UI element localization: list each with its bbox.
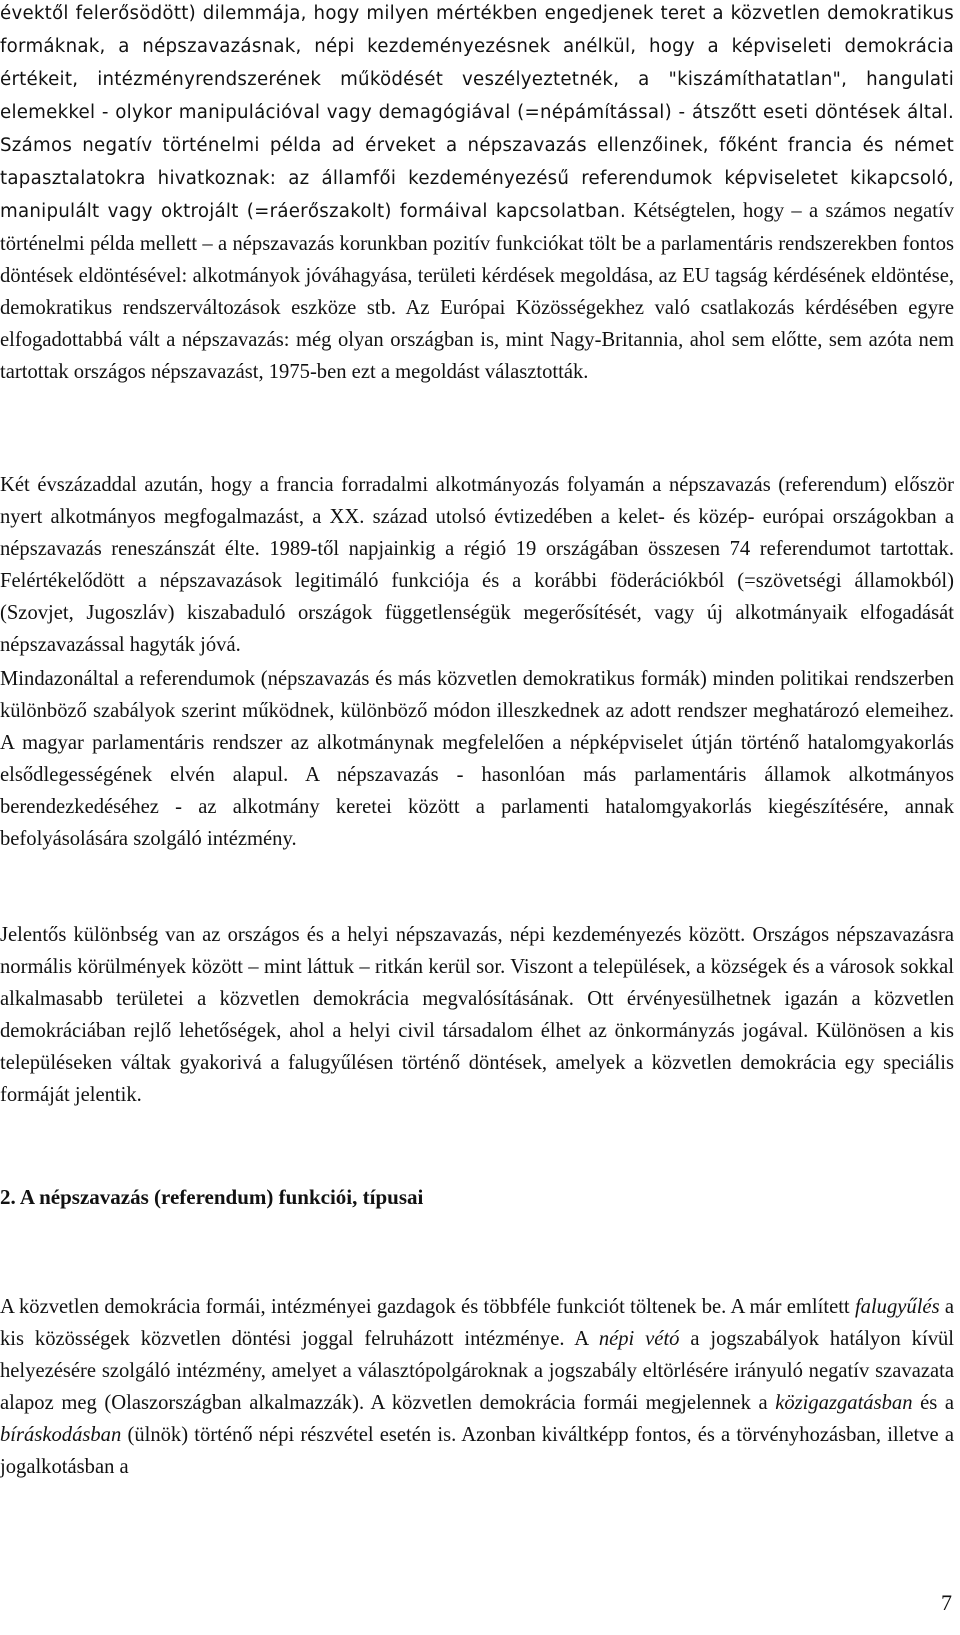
paragraph-5-text-3: a jogszabályok hatályon kívül helyezésére szolgáló intézmény, amelyet a választópolgároknak a jogszabály eltörlésére irányuló negatív szavazata alapoz meg (Olaszországban alkalmazzák). A közvetlen demokrácia formái megjelennek a	[0, 1328, 955, 1414]
paragraph-5-italic-nepi-veto: népi vétó	[598, 1328, 680, 1350]
paragraph-2: Két évszázaddal azután, hogy a francia forradalmi alkotmányozás folyamán a népszavazás (referendum) először nyert alkotmányos megfogalmazást, a XX. század utolsó évtizedében a kelet- és közép- európai országokban a népszavazás reneszánszát élte. 1989-től napjainkig a régió 19 országában összesen 74 referendumot tartottak. Felértékelődött a népszavazások legitimáló funkciója és a korábbi föderációkból (=szövetségi államokból) (Szovjet, Jugoszláv) kiszabaduló országok függetlenségük megerősítését, vagy új alkotmányaik elfogadását népszavazással hagyták jóvá.	[0, 474, 954, 656]
paragraph-5-italic-kozigazgatas: közigazgatásban	[775, 1392, 913, 1414]
paragraph-4: Jelentős különbség van az országos és a helyi népszavazás, népi kezdeményezés között. Országos népszavazásra normális körülmények között – mint láttuk – ritkán kerül sor. Viszont a települések, a községek és a városok sokkal alkalmasabb területei a közvetlen demokrácia megvalósításának. Ott érvényesülhetnek igazán a közvetlen demokráciában rejlő lehetőségek, ahol a helyi civil társadalom élhet az önkormányzás jogával. Különösen a kis településeken váltak gyakorivá a falugyűlésen történő döntések, amelyek a közvetlen demokrácia egy speciális formáját jelentik.	[0, 924, 954, 1106]
paragraph-5-italic-falugyules: falugyűlés	[854, 1296, 940, 1318]
paragraph-1	[0, 0, 954, 388]
paragraph-3: Mindazonáltal a referendumok (népszavazás és más közvetlen demokratikus formák) minden politikai rendszerben különböző szabályok szerint működnek, különböző módon illeszkednek az adott rendszer meghatározó elemeihez. A magyar parlamentáris rendszer az alkotmánynak megfelelően a népképviselet útján történő hatalomgyakorlás elsődlegességének elvén alapul. A népszavazás - hasonlóan más parlamentáris államok alkotmányos berendezkedéséhez - az alkotmány keretei között a parlamenti hatalomgyakorlás kiegészítésére, annak befolyásolására szolgáló intézmény.	[0, 668, 954, 850]
page-number: 7	[941, 1590, 952, 1615]
paragraph-5-text-5: (ülnök) történő népi részvétel esetén is. Azonban kiváltképp fontos, és a törvényhozásban, illetve a jogalkotásban a	[0, 1424, 954, 1478]
section-heading: 2. A népszavazás (referendum) funkciói, típusai	[0, 1185, 424, 1209]
paragraph-5-text-4: és a	[912, 1392, 954, 1414]
paragraph-1-serif-text: Kétségtelen, hogy – a számos negatív történelmi példa mellett – a népszavazás korunkban pozitív funkciókat tölt be a parlamentáris rendszerekben fontos döntések eldöntésével: alkotmányok jóváhagyása, területi kérdések megoldása, az EU tagság kérdésének eldöntése, demokratikus rendszerváltozások eszköze stb. Az Európai Közösségekhez való csatlakozás kérdésében egyre elfogadottabbá vált a népszavazás: még olyan országban is, mint Nagy-Britannia, ahol sem előtte, sem azóta nem tartottak országos népszavazást, 1975-ben ezt a megoldást választották.	[0, 200, 954, 383]
paragraph-5-text-1: A közvetlen demokrácia formái, intézményei gazdagok és többféle funkciót töltenek be. A már említett	[0, 1296, 855, 1318]
paragraph-5-italic-biraskodas: bíráskodásban	[0, 1424, 122, 1446]
paragraph-5	[0, 1291, 954, 1483]
paragraph-5-text-2: a kis közösségek közvetlen döntési joggal felruházott intézménye. A	[0, 1296, 955, 1350]
paragraph-1-sans-text: évektől felerősödött) dilemmája, hogy milyen mértékben engedjenek teret a közvetlen demokratikus formáknak, a népszavazásnak, népi kezdeményezésnek anélkül, hogy a képviseleti demokrácia értékeit, intézményrendszerének működését veszélyeztetnék, a "kiszámíthatatlan", hangulati elemekkel - olykor manipulációval vagy demagógiával (=népámítással) - átszőtt eseti döntések által. Számos negatív történelmi példa ad érveket a népszavazás ellenzőinek, főként francia és német tapasztalatokra hivatkoznak: az államfői kezdeményezésű referendumok képviseletet kikapcsoló, manipulált vagy oktrojált (=ráerőszakolt) formáival kapcsolatban.	[0, 3, 954, 222]
